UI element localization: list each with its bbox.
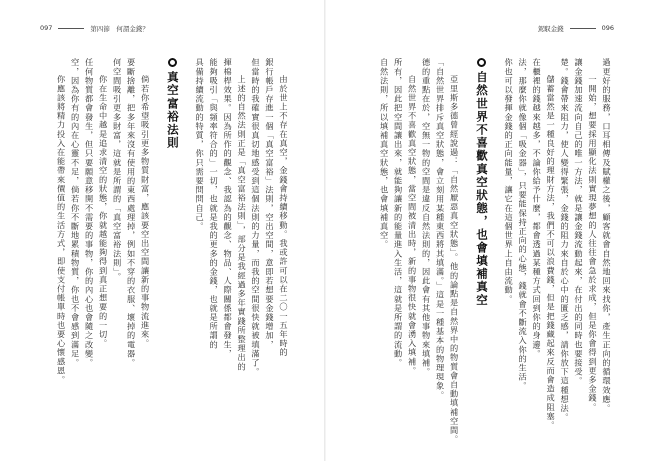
paragraph-line: 過更好的服務，口耳相傳及賦權之後，顧客就會自然地回來找你，產生正向的循環效應。 bbox=[602, 58, 612, 413]
paragraph-line: 何空間吸引更多財富，這就是所謂的「真空富裕法則」。 bbox=[112, 58, 123, 282]
section-spacer bbox=[464, 58, 470, 418]
right-running-header bbox=[538, 22, 614, 34]
paragraph-line: 德的重點在於，空無一物的空間是違反自然法則的，因此會有其他事物來填補。 bbox=[421, 58, 432, 377]
left-text-block bbox=[40, 58, 288, 418]
section-heading-text: 自然世界不喜歡真空狀態，也會填補真空 bbox=[474, 71, 489, 307]
circle-bullet-icon bbox=[477, 58, 486, 67]
paragraph-line: 自然法則，所以填補真空狀態，也會填補真空。 bbox=[379, 58, 390, 250]
paragraph-line: 具備持續流動的特質，你只需要問問自己。 bbox=[195, 58, 206, 231]
paragraph-line: 所有，因此把空間讓出來，就能夠讓新的能量進入生活，這就是所謂的流動。 bbox=[393, 58, 404, 368]
section-spacer bbox=[184, 58, 190, 418]
paragraph-line: 你在生命中越是追求清空的狀態，你就越能夠得到真正想要的一切。 bbox=[98, 75, 109, 348]
paragraph-line: 法，那麼你就像個「吸金器」，只要能保持正向的心態，錢就會不斷流入你的生活。 bbox=[518, 58, 529, 391]
paragraph-line: 「自然世界排斥真空狀態，會立刻用某種東西將其填滿。」這是一種基本的物理現象。 bbox=[435, 58, 446, 400]
paragraph-line: 讓金錢加速流向自己的唯一方法，就是讓金錢流動起來，在付出的同時也要接受。 bbox=[574, 58, 585, 386]
circle-bullet-icon bbox=[168, 58, 177, 67]
book-title: 駕馭金錢 bbox=[537, 24, 564, 33]
section-heading bbox=[166, 58, 179, 418]
paragraph-line: 你應該將精力投入在能帶來價值的生活方式，即使支付帳單時也要心懷感恩。 bbox=[56, 75, 67, 385]
right-page bbox=[325, 0, 650, 461]
paragraph-line: 自然世界不喜歡真空狀態，當空間被清出時，新的事物很快就會湧入填補。 bbox=[407, 75, 418, 376]
paragraph-line: 上述的自然法則正是「真空富裕法則」，部分是我經過多年實踐所整理出的 bbox=[237, 75, 248, 372]
header-rule bbox=[570, 28, 596, 29]
section-spacer bbox=[155, 58, 161, 418]
paragraph-line: 由於世上不存在真空，金錢會持續移動。我或許可以在二〇一五年時的 bbox=[279, 75, 289, 358]
paragraph-line: 揮棉桿效果。因為所作的觀念、我認為的觀念、物品、人際關係都會發生， bbox=[223, 58, 234, 359]
left-running-header bbox=[40, 22, 149, 34]
header-rule bbox=[58, 28, 84, 29]
page-number: 097 bbox=[40, 24, 53, 32]
paragraph-line: 能夠吸引「與頻率符合的」一切，也就是我的更多的金錢，也就是所謂的 bbox=[209, 58, 220, 350]
paragraph-line: 儲蓄當然是一種良好的理財方法，我們不可以浪費錢，但是把錢藏起來反而會造成阻塞。 bbox=[546, 75, 557, 430]
paragraph-line: 在櫃裡的錢越來越多，不論你給予什麼，都會透過某種方式回到你的身邊。 bbox=[532, 58, 543, 359]
paragraph-line: 一開始，想要採用顯化法則實現夢想的人往往會急於求成，但是你會得到更多金錢。 bbox=[588, 75, 599, 412]
paragraph-line: 你也可以發揮金錢的正向能量，讓它在這個世界上自由流動。 bbox=[504, 58, 515, 304]
paragraph-line: 要斷捨離，把多年來沒有使用的東西處理掉，例如不穿的衣服、壞掉的電器。 bbox=[126, 58, 137, 368]
paragraph-line: 空，因為你有的內在心靈不足，倘若你不斷地累積物質，你也不會感到滿足。 bbox=[70, 58, 81, 368]
section-heading bbox=[475, 58, 488, 418]
paragraph-line: 任何物質都會發生，但只要願意移開不需要的事物，你的內心也會隨之改變。 bbox=[84, 58, 95, 368]
section-spacer bbox=[493, 58, 499, 418]
chapter-title: 第四節 何謂金錢？ bbox=[90, 24, 149, 33]
paragraph-line: 倘若你希望吸引更多物質財富，應該要空出空間讓新的事物流進來。 bbox=[140, 75, 151, 348]
paragraph-line: 但當時的我確實很真切地感受到這個法則的力量，而我的空間很快就被填滿了。 bbox=[251, 58, 262, 377]
page-number: 096 bbox=[601, 24, 614, 32]
section-heading-text: 真空富裕法則 bbox=[165, 71, 180, 150]
right-text-block bbox=[361, 58, 612, 444]
paragraph-line: 銀行帳戶存進一個「真空富裕」法則，空出空間，意即若想要金錢增加， bbox=[265, 58, 276, 350]
paragraph-line: 楚。錢會帶來阻力，使人變得緊張，金錢的阻力來自於心中的匱乏感，請你放下這種想法。 bbox=[560, 58, 571, 422]
paragraph-line: 亞里斯多德曾經說過：「自然厭惡真空狀態」。他的論點是自然界中的物質會自動填補空間。 bbox=[449, 75, 460, 444]
